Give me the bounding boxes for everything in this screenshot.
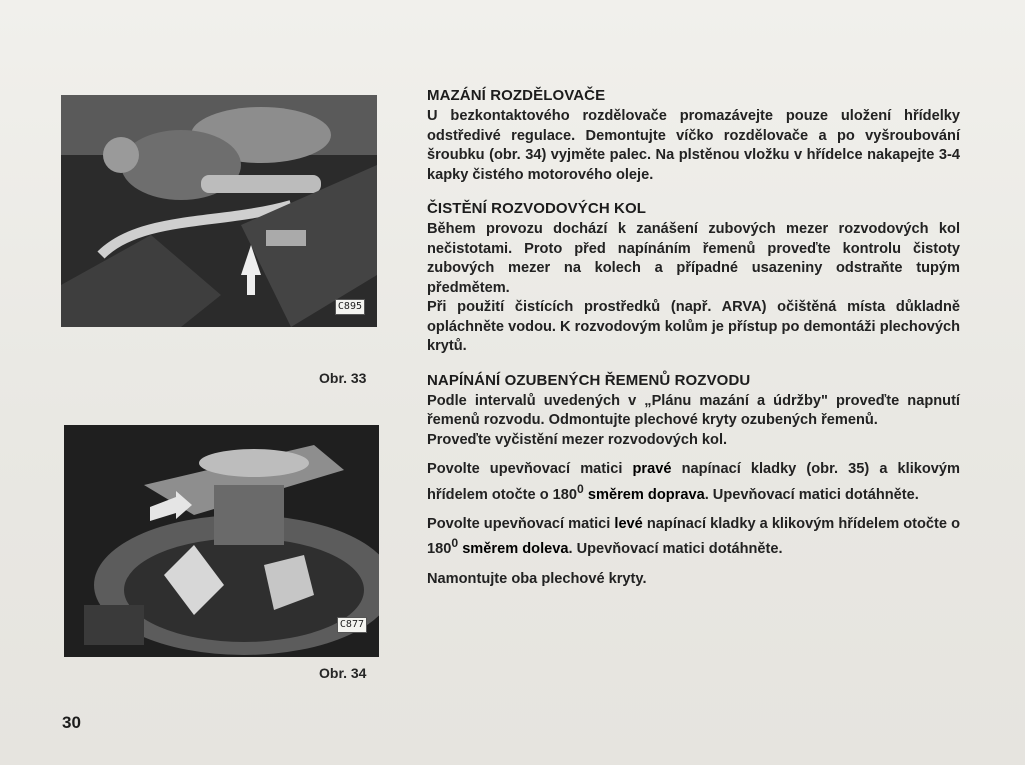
section-belt-tensioning	[427, 371, 960, 590]
section-paragraph: Podle intervalů uvedených v „Plánu mazání a údržby" proveďte napnutí řemenů rozvodu. Odmontujte plechové kryty ozubených řemenů.	[427, 392, 960, 428]
emphasis-left: levé	[614, 515, 643, 532]
text-column	[427, 86, 960, 603]
section-heading: ČISTĚNÍ ROZVODOVÝCH KOL	[427, 200, 646, 217]
section-paragraph: Při použití čistících prostředků (např. ARVA) očištěná místa důkladně opláchněte vodou. K rozvodovým kolům je přístup po demontáži plechových krytů.	[427, 299, 960, 354]
figure-code-label: C877	[337, 617, 367, 633]
figure-caption-34: Obr. 34	[319, 665, 367, 681]
section-heading: MAZÁNÍ ROZDĚLOVAČE	[427, 87, 606, 104]
emphasis-right: pravé	[632, 461, 672, 477]
section-paragraph: Proveďte vyčistění mezer rozvodových kol.	[427, 431, 728, 448]
page-number: 30	[62, 713, 81, 732]
emphasis-direction: doprava	[647, 486, 705, 503]
emphasis-direction: doleva	[522, 541, 569, 558]
figure-photo-34	[64, 425, 379, 657]
figure-photo-33	[61, 95, 377, 327]
step-left-tensioner: Povolte upevňovací matici levé napínací kladky a klikovým hřídelem otočte o $180^0$ směrem doleva. Upevňovací matici dotáhněte.	[427, 515, 960, 558]
section-distributor-lubrication	[427, 86, 960, 185]
section-timing-gears-cleaning	[427, 199, 960, 357]
section-paragraph: U bezkontaktového rozdělovače promazávejte pouze uložení hřídelky odstředivé regulace. Demontujte víčko rozdělovače a po vyšroubování šroubku (obr. 34) vyjměte palec. Na plstěnou vložku v hřídelce nakapejte 3-4 kapky čistého motorového oleje.	[427, 108, 960, 183]
section-heading: NAPÍNÁNÍ OZUBENÝCH ŘEMENŮ ROZVODU	[427, 371, 751, 389]
section-paragraph: Během provozu dochází k zanášení zubových mezer rozvodových kol nečistotami. Proto před napínáním řemenů proveďte kontrolu čistoty zubových mezer na kolech a případné usazeniny odstraňte tupým předmětem.	[427, 221, 960, 296]
step-final: Namontujte oba plechové kryty.	[427, 570, 647, 587]
figure-caption-33: Obr. 33	[319, 370, 367, 386]
distributor-rotor-illustration-icon	[64, 425, 379, 657]
engine-distributor-illustration-icon	[61, 95, 377, 327]
figure-code-label: C895	[335, 299, 365, 315]
step-right-tensioner: Povolte upevňovací matici pravé napínací kladky (obr. 35) a klikovým hřídelem otočte o $180^0$ směrem doprava. Upevňovací matici dotáhněte.	[427, 461, 960, 503]
